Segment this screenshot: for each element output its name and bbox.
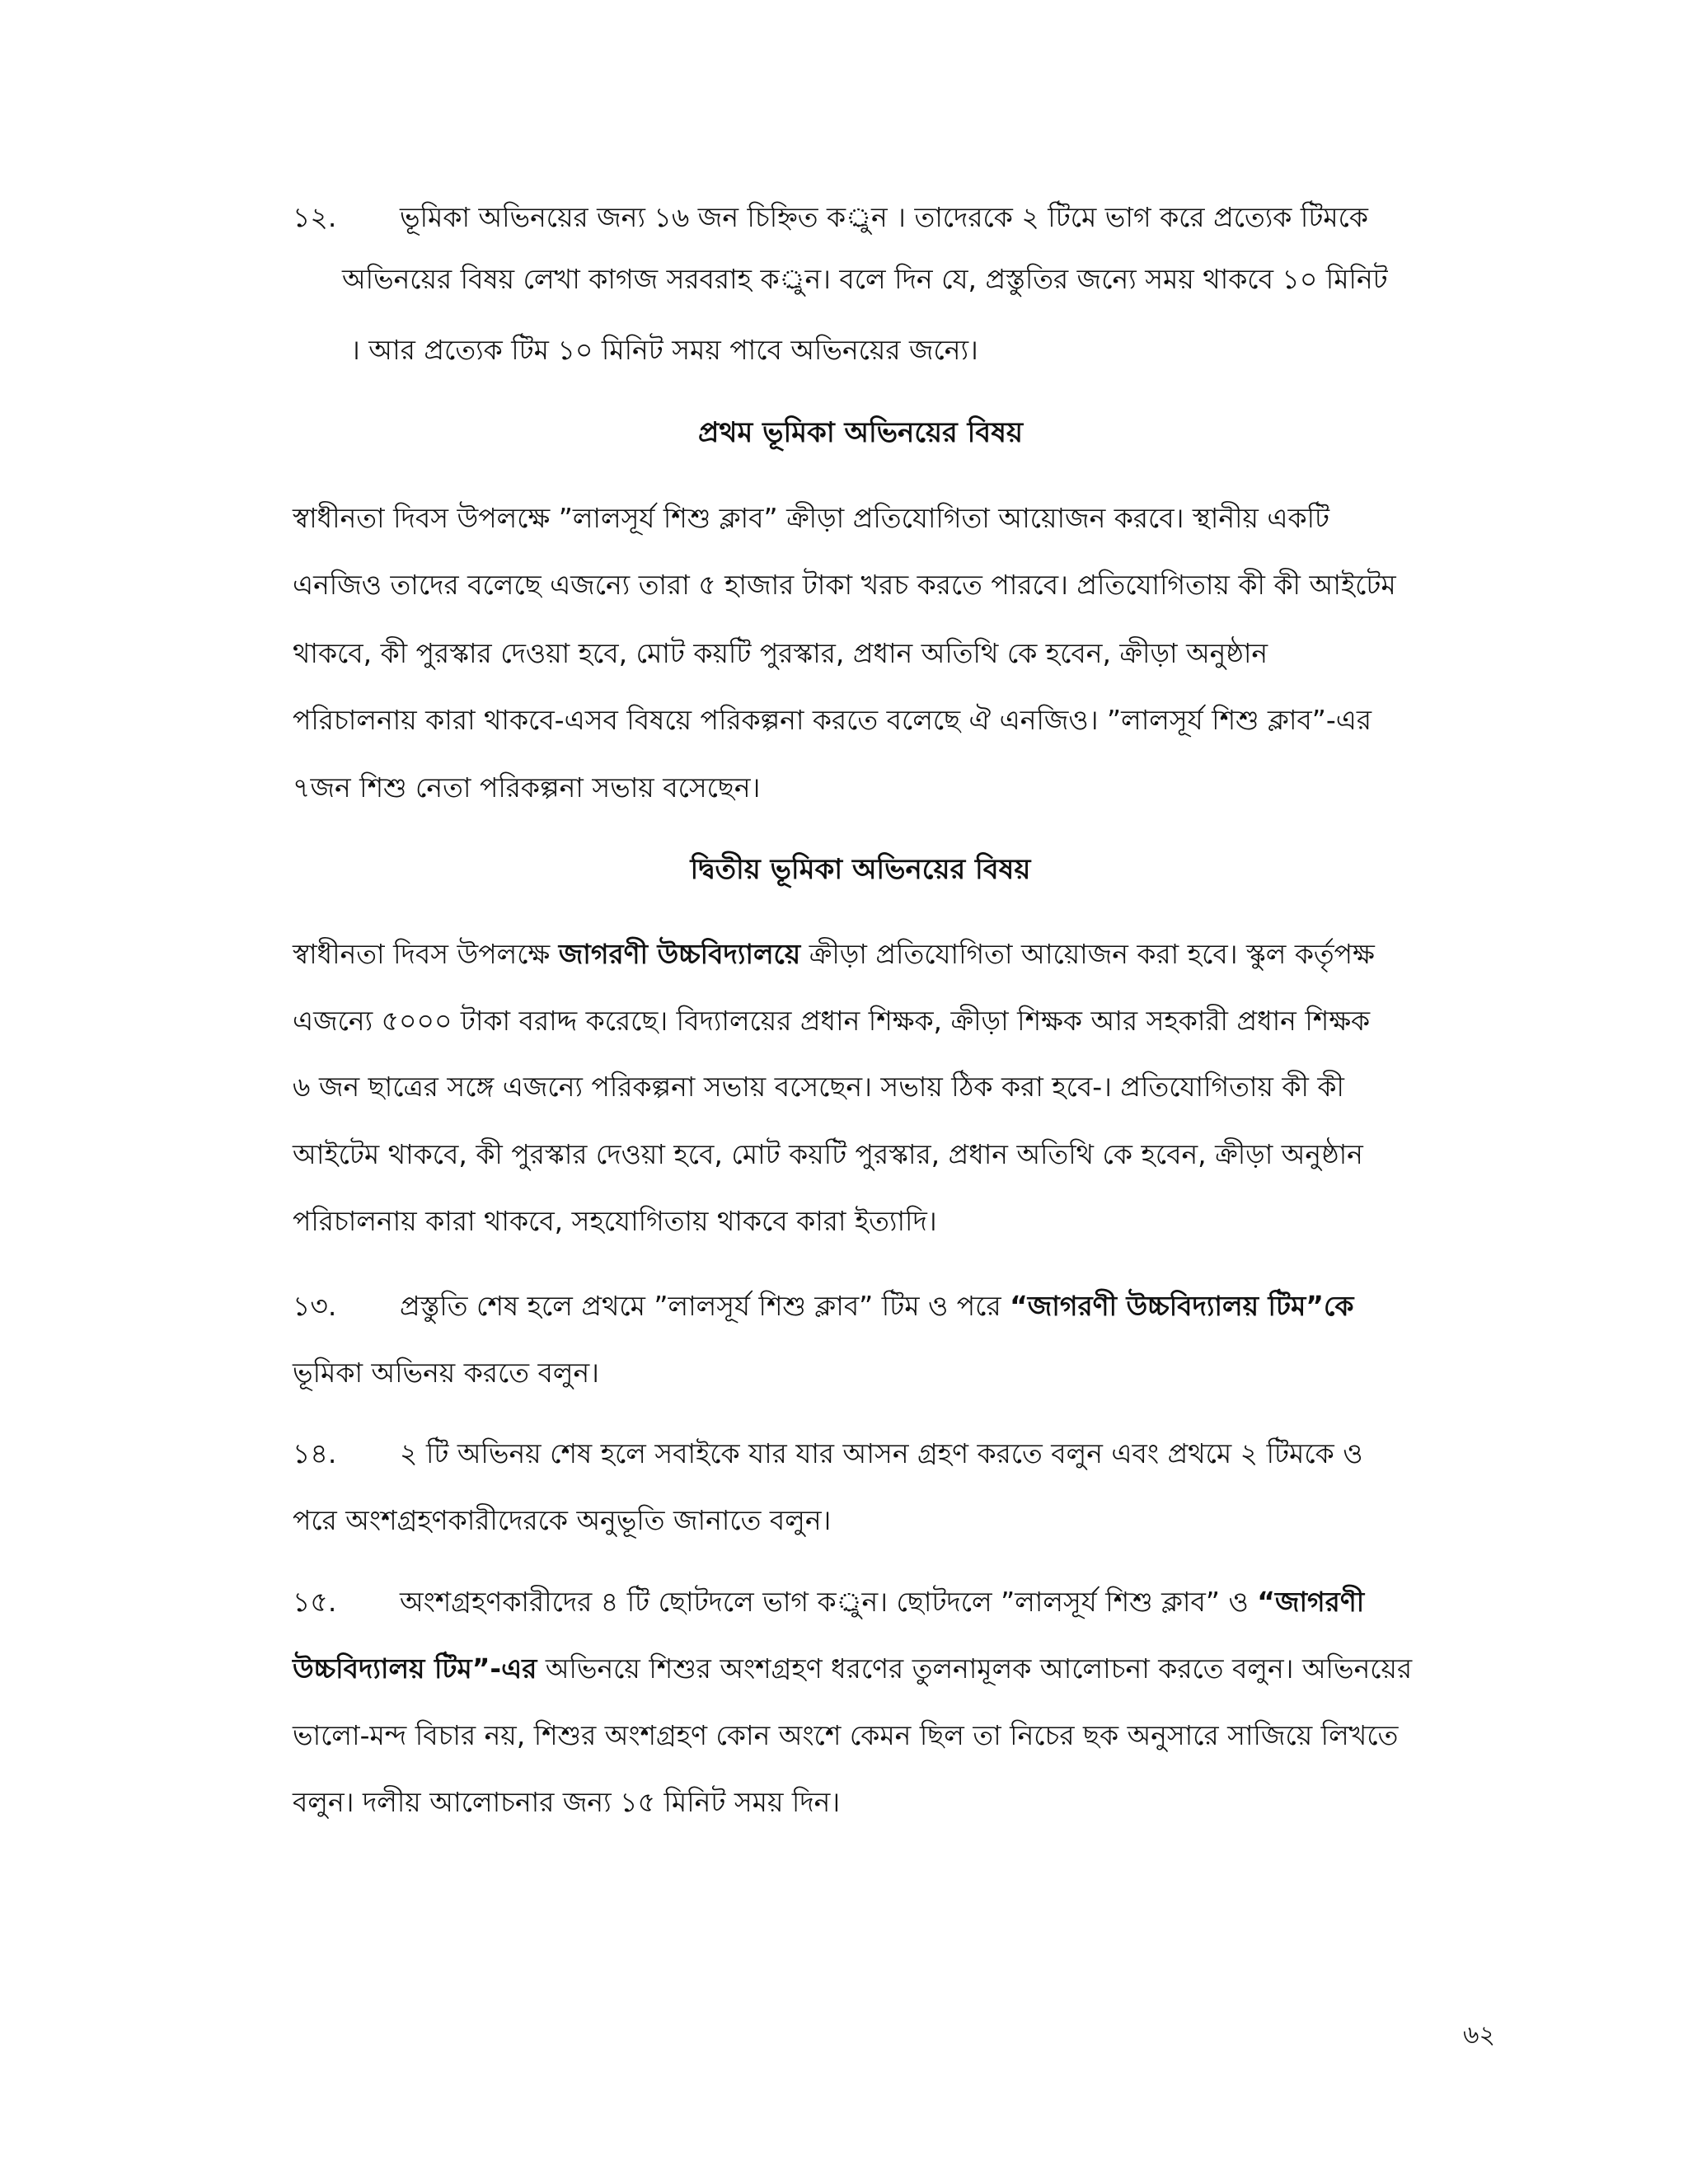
roleplay-2-line-1-post: ক্রীড়া প্রতিযোগিতা আয়োজন করা হবে। স্কুল কর্তৃপক্ষ — [800, 938, 1375, 970]
item-15-line-4: বলুন। দলীয় আলোচনার জন্য ১৫ মিনিট সময় দিন। — [293, 1786, 841, 1818]
item-15-team-bold-a: “জাগরণী — [1257, 1586, 1365, 1618]
item-13-team-bold: “জাগরণী উচ্চবিদ্যালয় টিম”কে — [1010, 1290, 1354, 1322]
item-15-line-2 — [293, 1651, 1412, 1687]
roleplay-2-line-4: আইটেম থাকবে, কী পুরস্কার দেওয়া হবে, মোট কয়টি পুরস্কার, প্রধান অতিথি কে হবেন, ক্রীড়া অনুষ্ঠান — [293, 1138, 1363, 1170]
roleplay-2-line-2: এজন্যে ৫০০০ টাকা বরাদ্দ করেছে। বিদ্যালয়ের প্রধান শিক্ষক, ক্রীড়া শিক্ষক আর সহকারী প্রধান শিক্ষক — [293, 1005, 1371, 1037]
item-13-line-1-pre: প্রস্তুতি শেষ হলে প্রথমে ”লালসূর্য শিশু ক্লাব” টিম ও পরে — [400, 1290, 1010, 1322]
page-number: ৬২ — [1463, 2021, 1496, 2050]
roleplay-1-line-2: এনজিও তাদের বলেছে এজন্যে তারা ৫ হাজার টাকা খরচ করতে পারবে। প্রতিযোগিতায় কী কী আইটেম — [293, 569, 1396, 601]
roleplay-1-line-5: ৭জন শিশু নেতা পরিকল্পনা সভায় বসেছেন। — [293, 771, 761, 804]
item-15-number: ১৫. — [293, 1586, 337, 1618]
item-12-number: ১২. — [293, 201, 337, 233]
item-12-line-2: অভিনয়ের বিষয় লেখা কাগজ সরবরাহ কর্ুন। বলে দিন যে, প্রস্তুতির জন্যে সময় থাকবে ১০ মিনিট — [342, 263, 1388, 295]
item-14-line-2: পরে অংশগ্রহণকারীদেরকে অনুভূতি জানাতে বলুন। — [293, 1504, 832, 1536]
roleplay-2-line-1-pre: স্বাধীনতা দিবস উপলক্ষে — [293, 938, 559, 970]
school-name-bold: জাগরণী উচ্চবিদ্যালয়ে — [558, 938, 801, 970]
roleplay-1-line-4: পরিচালনায় কারা থাকবে-এসব বিষয়ে পরিকল্পনা করতে বলেছে ঐ এনজিও। ”লালসূর্য শিশু ক্লাব”-এর — [293, 704, 1372, 736]
item-15-team-bold-b: উচ্চবিদ্যালয় টিম”-এর — [293, 1652, 537, 1685]
roleplay-1-line-3: থাকবে, কী পুরস্কার দেওয়া হবে, মোট কয়টি পুরস্কার, প্রধান অতিথি কে হবেন, ক্রীড়া অনুষ্ঠান — [293, 637, 1268, 669]
roleplay-1-line-1: স্বাধীনতা দিবস উপলক্ষে ”লালসূর্য শিশু ক্লাব” ক্রীড়া প্রতিযোগিতা আয়োজন করবে। স্থানীয় একটি — [293, 502, 1330, 534]
item-14-number: ১৪. — [293, 1437, 337, 1469]
item-13-number: ১৩. — [293, 1290, 337, 1322]
item-12-line-1: ভূমিকা অভিনয়ের জন্য ১৬ জন চিহ্নিত কর্ুন । তাদেরকে ২ টিমে ভাগ করে প্রত্যেক টিমকে — [400, 201, 1368, 233]
item-12-line-3: । আর প্রত্যেক টিম ১০ মিনিট সময় পাবে অভিনয়ের জন্যে। — [350, 334, 978, 366]
roleplay-2-line-1 — [293, 936, 1375, 972]
item-15-line-3: ভালো-মন্দ বিচার নয়, শিশুর অংশগ্রহণ কোন অংশে কেমন ছিল তা নিচের ছক অনুসারে সাজিয়ে লিখতে — [293, 1719, 1399, 1751]
item-15-line-1-pre: অংশগ্রহণকারীদের ৪ টি ছোটদলে ভাগ কর্ুন। ছোটদলে ”লালসূর্য শিশু ক্লাব” ও — [400, 1586, 1258, 1618]
roleplay-2-line-3: ৬ জন ছাত্রের সঙ্গে এজন্যে পরিকল্পনা সভায় বসেছেন। সভায় ঠিক করা হবে-। প্রতিযোগিতায় কী কী — [293, 1071, 1344, 1103]
heading-second-roleplay: দ্বিতীয় ভূমিকা অভিনয়ের বিষয় — [690, 853, 1031, 886]
item-13-line-2: ভূমিকা অভিনয় করতে বলুন। — [293, 1357, 599, 1389]
item-13-line-1 — [400, 1288, 1353, 1324]
item-15-line-1 — [400, 1584, 1364, 1620]
item-15-line-2-post: অভিনয়ে শিশুর অংশগ্রহণ ধরণের তুলনামূলক আলোচনা করতে বলুন। অভিনয়ের — [537, 1652, 1413, 1685]
item-14-line-1: ২ টি অভিনয় শেষ হলে সবাইকে যার যার আসন গ্রহণ করতে বলুন এবং প্রথমে ২ টিমকে ও — [400, 1437, 1363, 1469]
roleplay-2-line-5: পরিচালনায় কারা থাকবে, সহযোগিতায় থাকবে কারা ইত্যাদি। — [293, 1205, 937, 1237]
heading-first-roleplay: প্রথম ভূমিকা অভিনয়ের বিষয় — [698, 416, 1023, 449]
